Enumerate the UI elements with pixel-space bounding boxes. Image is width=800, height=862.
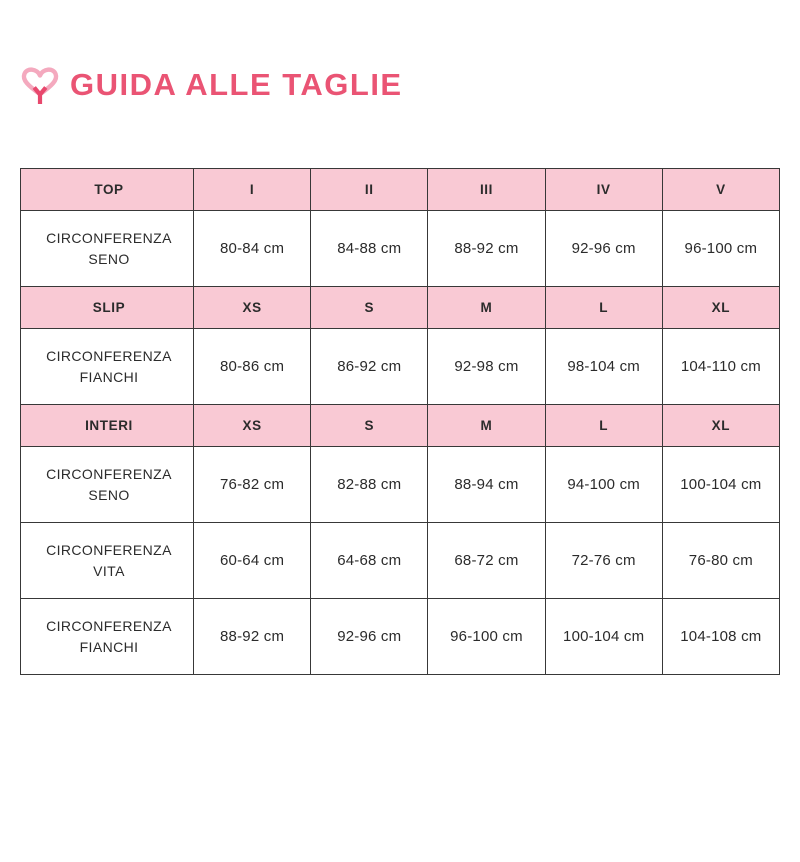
measurement-value-cell: 96-100 cm: [662, 211, 779, 287]
size-header-cell: XL: [662, 405, 779, 447]
size-header-cell: II: [311, 169, 428, 211]
measurement-value-cell: 76-82 cm: [194, 447, 311, 523]
table-row: [21, 211, 780, 287]
size-header-cell: XS: [194, 405, 311, 447]
table-row: [21, 523, 780, 599]
heart-y-logo-icon: [20, 64, 60, 110]
measurement-value-cell: 98-104 cm: [545, 329, 662, 405]
size-header-cell: M: [428, 405, 545, 447]
table-row: [21, 329, 780, 405]
table-row: [21, 169, 780, 211]
measurement-value-cell: 92-96 cm: [545, 211, 662, 287]
measurement-value-cell: 92-96 cm: [311, 599, 428, 675]
table-row: [21, 447, 780, 523]
measure-label-cell: CIRCONFERENZA VITA: [21, 523, 194, 599]
page-container: [0, 62, 800, 675]
measurement-value-cell: 88-94 cm: [428, 447, 545, 523]
size-header-cell: XL: [662, 287, 779, 329]
measure-label-cell: CIRCONFERENZA SENO: [21, 211, 194, 287]
size-header-cell: I: [194, 169, 311, 211]
table-row: [21, 405, 780, 447]
measure-label-cell: CIRCONFERENZA SENO: [21, 447, 194, 523]
letter-y-shape: [34, 88, 46, 105]
section-label-cell: INTERI: [21, 405, 194, 447]
measure-label-cell: CIRCONFERENZA FIANCHI: [21, 329, 194, 405]
measure-label-cell: CIRCONFERENZA FIANCHI: [21, 599, 194, 675]
size-header-cell: M: [428, 287, 545, 329]
measurement-value-cell: 80-86 cm: [194, 329, 311, 405]
measurement-value-cell: 88-92 cm: [428, 211, 545, 287]
size-header-cell: IV: [545, 169, 662, 211]
measurement-value-cell: 100-104 cm: [662, 447, 779, 523]
size-header-cell: V: [662, 169, 779, 211]
measurement-value-cell: 68-72 cm: [428, 523, 545, 599]
size-header-cell: L: [545, 405, 662, 447]
measurement-value-cell: 96-100 cm: [428, 599, 545, 675]
page-title: GUIDA ALLE TAGLIE: [70, 66, 403, 102]
size-header-cell: L: [545, 287, 662, 329]
measurement-value-cell: 92-98 cm: [428, 329, 545, 405]
measurement-value-cell: 82-88 cm: [311, 447, 428, 523]
measurement-value-cell: 60-64 cm: [194, 523, 311, 599]
size-guide-table-body: [21, 169, 780, 675]
table-row: [21, 599, 780, 675]
measurement-value-cell: 80-84 cm: [194, 211, 311, 287]
size-header-cell: XS: [194, 287, 311, 329]
measurement-value-cell: 64-68 cm: [311, 523, 428, 599]
measurement-value-cell: 104-108 cm: [662, 599, 779, 675]
section-label-cell: TOP: [21, 169, 194, 211]
measurement-value-cell: 86-92 cm: [311, 329, 428, 405]
size-header-cell: S: [311, 405, 428, 447]
table-row: [21, 287, 780, 329]
measurement-value-cell: 84-88 cm: [311, 211, 428, 287]
measurement-value-cell: 76-80 cm: [662, 523, 779, 599]
measurement-value-cell: 88-92 cm: [194, 599, 311, 675]
heart-outline-shape: [24, 70, 56, 95]
measurement-value-cell: 100-104 cm: [545, 599, 662, 675]
size-header-cell: III: [428, 169, 545, 211]
measurement-value-cell: 72-76 cm: [545, 523, 662, 599]
section-label-cell: SLIP: [21, 287, 194, 329]
measurement-value-cell: 94-100 cm: [545, 447, 662, 523]
measurement-value-cell: 104-110 cm: [662, 329, 779, 405]
size-header-cell: S: [311, 287, 428, 329]
size-guide-table: [20, 168, 780, 675]
brand-header: [20, 62, 780, 110]
